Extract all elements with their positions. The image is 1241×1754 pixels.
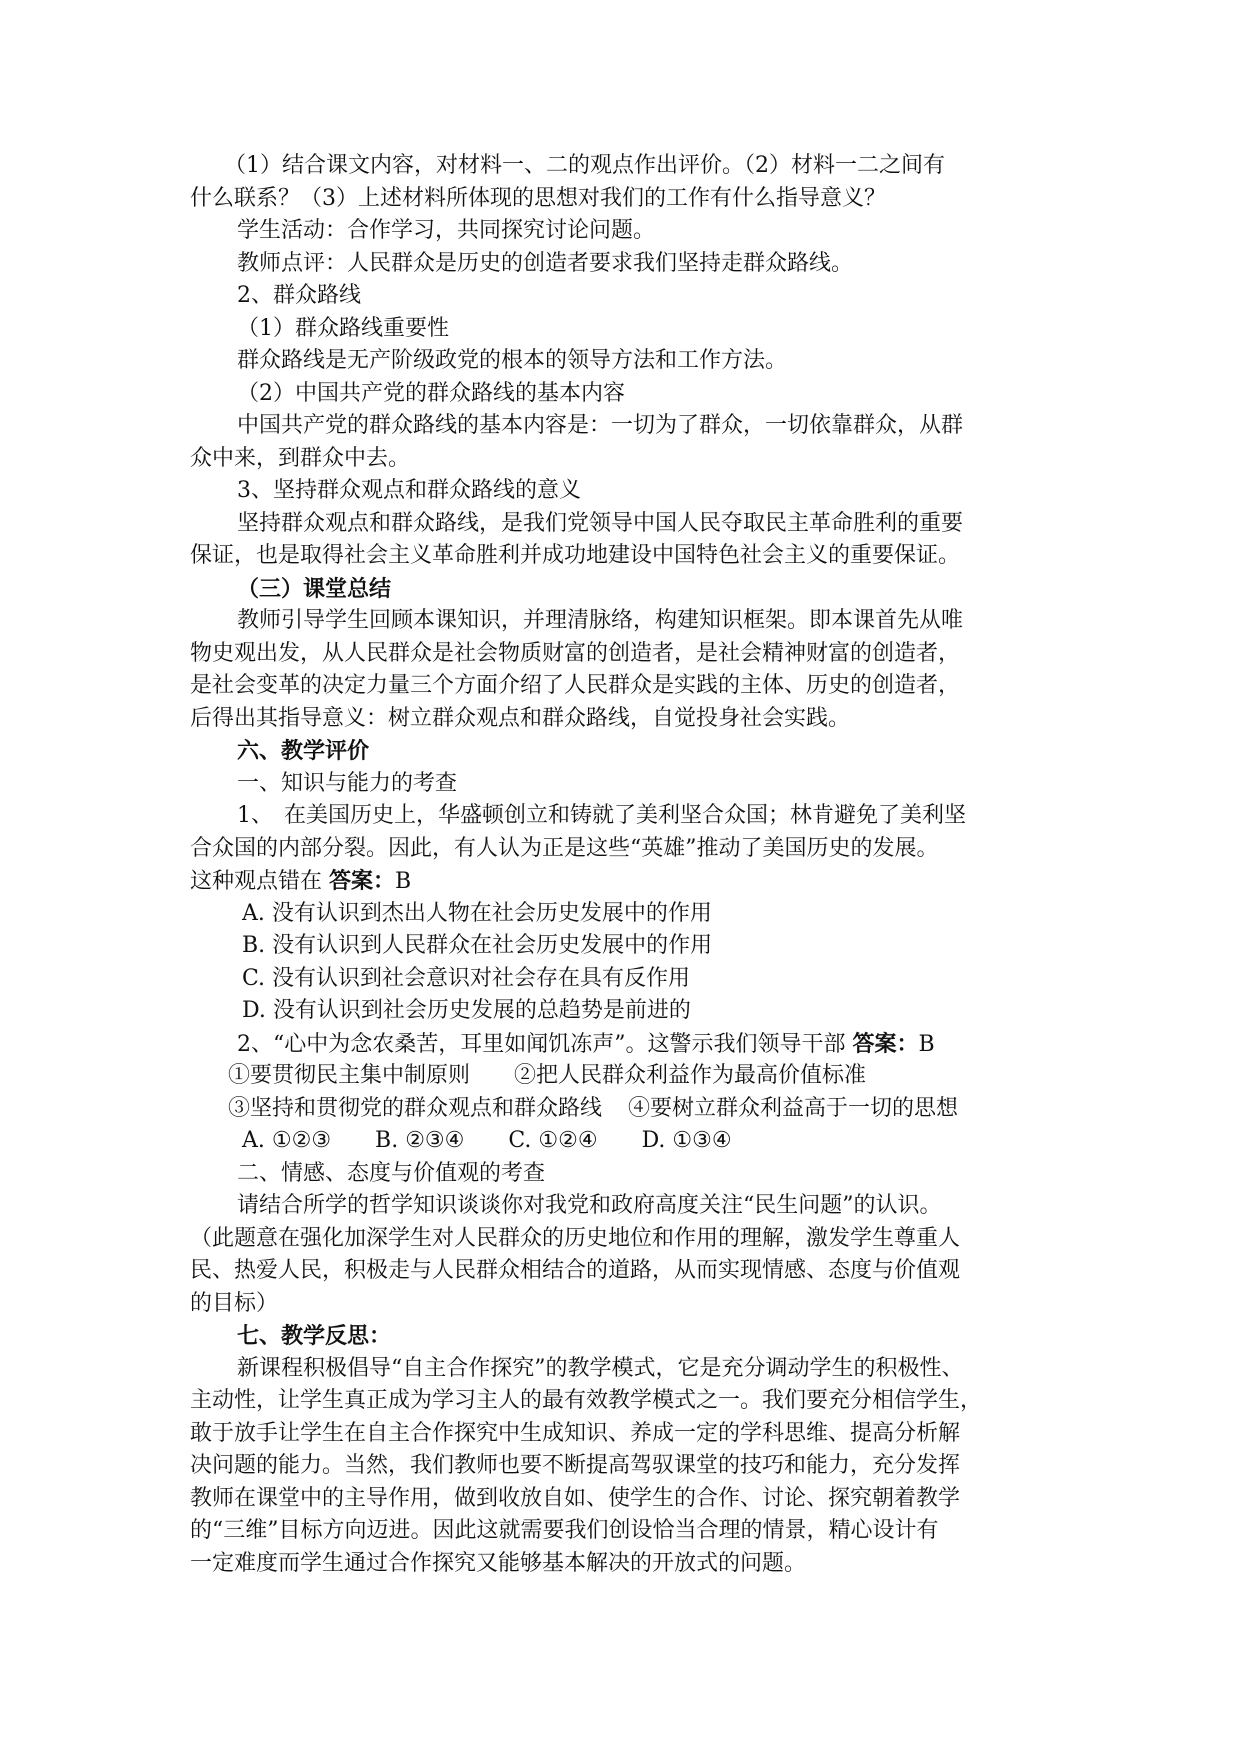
paragraph-line: 民、热爱人民，积极走与人民群众相结合的道路，从而实现情感、态度与价值观 — [190, 1258, 961, 1283]
question-text: 2、“心中为念农桑苦，耳里如闻饥冻声”。这警示我们领导干部 — [237, 1031, 846, 1057]
section-heading: 六、教学评价 — [237, 738, 370, 764]
paragraph-line: 的目标） — [190, 1290, 279, 1316]
paragraph-line: 决问题的能力。当然，我们教师也要不断提高驾驭课堂的技巧和能力，充分发挥 — [190, 1453, 961, 1478]
option-line — [190, 1125, 1060, 1158]
paragraph-line: 后得出其指导意义：树立群众观点和群众路线，自觉投身社会实践。 — [190, 705, 851, 731]
choice-line — [190, 1060, 1060, 1093]
option-line: C. 没有认识到社会意识对社会存在具有反作用 — [242, 965, 691, 991]
paragraph-line: 众中来，到群众中去。 — [190, 445, 411, 471]
option-item: B. ②③④ — [375, 1128, 465, 1153]
option-line: B. 没有认识到人民群众在社会历史发展中的作用 — [242, 933, 713, 958]
paragraph-line: 教师点评：人民群众是历史的创造者要求我们坚持走群众路线。 — [237, 250, 854, 276]
option-item: A. ①②③ — [242, 1128, 332, 1153]
paragraph-line: 的“三维”目标方向迈进。因此这就需要我们创设恰当合理的情景，精心设计有 — [190, 1518, 939, 1543]
paragraph-line: 请结合所学的哲学知识谈谈你对我党和政府高度关注“民生问题”的认识。 — [237, 1193, 942, 1218]
paragraph-line: 教师引导学生回顾本课知识，并理清脉络，构建知识框架。即本课首先从唯 — [237, 608, 964, 633]
paragraph-line: 坚持群众观点和群众路线，是我们党领导中国人民夺取民主革命胜利的重要 — [237, 510, 964, 536]
option-item: C. ①②④ — [508, 1128, 598, 1153]
paragraph-line: 物史观出发，从人民群众是社会物质财富的创造者，是社会精神财富的创造者， — [190, 640, 961, 666]
section-heading: 3、坚持群众观点和群众路线的意义 — [237, 478, 581, 503]
question-line: 1、 在美国历史上，华盛顿创立和铸就了美利坚合众国；林肯避免了美利坚 — [237, 803, 966, 828]
paragraph-line: 是社会变革的决定力量三个方面介绍了人民群众是实践的主体、历史的创造者， — [190, 673, 961, 698]
document-body — [190, 150, 1060, 1580]
paragraph-line: （此题意在强化加深学生对人民群众的历史地位和作用的理解，激发学生尊重人 — [190, 1225, 961, 1251]
paragraph-line: 群众路线是无产阶级政党的根本的领导方法和工作方法。 — [237, 348, 788, 373]
question-line — [190, 1028, 1060, 1061]
section-heading: （三）课堂总结 — [237, 575, 392, 602]
answer-label: 答案： — [852, 1030, 919, 1057]
paragraph-line: 敢于放手让学生在自主合作探究中生成知识、养成一定的学科思维、提高分析解 — [190, 1420, 961, 1446]
answer-value: B — [395, 869, 412, 894]
answer-label: 答案： — [329, 868, 396, 894]
choice-item: ④要树立群众利益高于一切的思想 — [628, 1095, 959, 1121]
question-line: 合众国的内部分裂。因此，有人认为正是这些“英雄”推动了美国历史的发展。 — [190, 835, 939, 861]
subsection-heading: 二、情感、态度与价值观的考查 — [237, 1160, 546, 1186]
subsection-heading: （1）群众路线重要性 — [237, 315, 449, 341]
paragraph-line: 一定难度而学生通过合作探究又能够基本解决的开放式的问题。 — [190, 1550, 807, 1576]
option-line: D. 没有认识到社会历史发展的总趋势是前进的 — [242, 998, 691, 1023]
answer-value: B — [918, 1031, 935, 1057]
paragraph-line: 新课程积极倡导“自主合作探究”的教学模式，它是充分调动学生的积极性、 — [237, 1355, 964, 1381]
paragraph-line: 中国共产党的群众路线的基本内容是：一切为了群众，一切依靠群众，从群 — [237, 413, 964, 438]
paragraph-line: （1）结合课文内容，对材料一、二的观点作出评价。（2）材料一二之间有 — [224, 153, 945, 178]
choice-item: ②把人民群众利益作为最高价值标准 — [514, 1063, 867, 1088]
subsection-heading: （2）中国共产党的群众路线的基本内容 — [237, 380, 625, 406]
choice-item: ③坚持和贯彻党的群众观点和群众路线 — [228, 1095, 603, 1121]
paragraph-line: 学生活动：合作学习，共同探究讨论问题。 — [237, 218, 656, 243]
option-line: A. 没有认识到杰出人物在社会历史发展中的作用 — [242, 900, 712, 926]
paragraph-line: 什么联系？（3）上述材料所体现的思想对我们的工作有什么指导意义？ — [190, 185, 886, 211]
choice-item: ①要贯彻民主集中制原则 — [228, 1063, 471, 1088]
choice-line — [190, 1093, 1060, 1126]
paragraph-line: 教师在课堂中的主导作用，做到收放自如、使学生的合作、讨论、探究朝着教学 — [190, 1485, 961, 1511]
question-line — [190, 865, 1060, 898]
paragraph-line: 主动性，让学生真正成为学习主人的最有效教学模式之一。我们要充分相信学生， — [190, 1388, 983, 1413]
option-item: D. ①③④ — [641, 1128, 732, 1153]
question-text: 这种观点错在 — [190, 869, 323, 894]
subsection-heading: 一、知识与能力的考查 — [237, 770, 458, 796]
paragraph-line: 保证，也是取得社会主义革命胜利并成功地建设中国特色社会主义的重要保证。 — [190, 543, 961, 568]
section-heading: 七、教学反思： — [237, 1323, 392, 1349]
section-heading: 2、群众路线 — [237, 283, 361, 308]
